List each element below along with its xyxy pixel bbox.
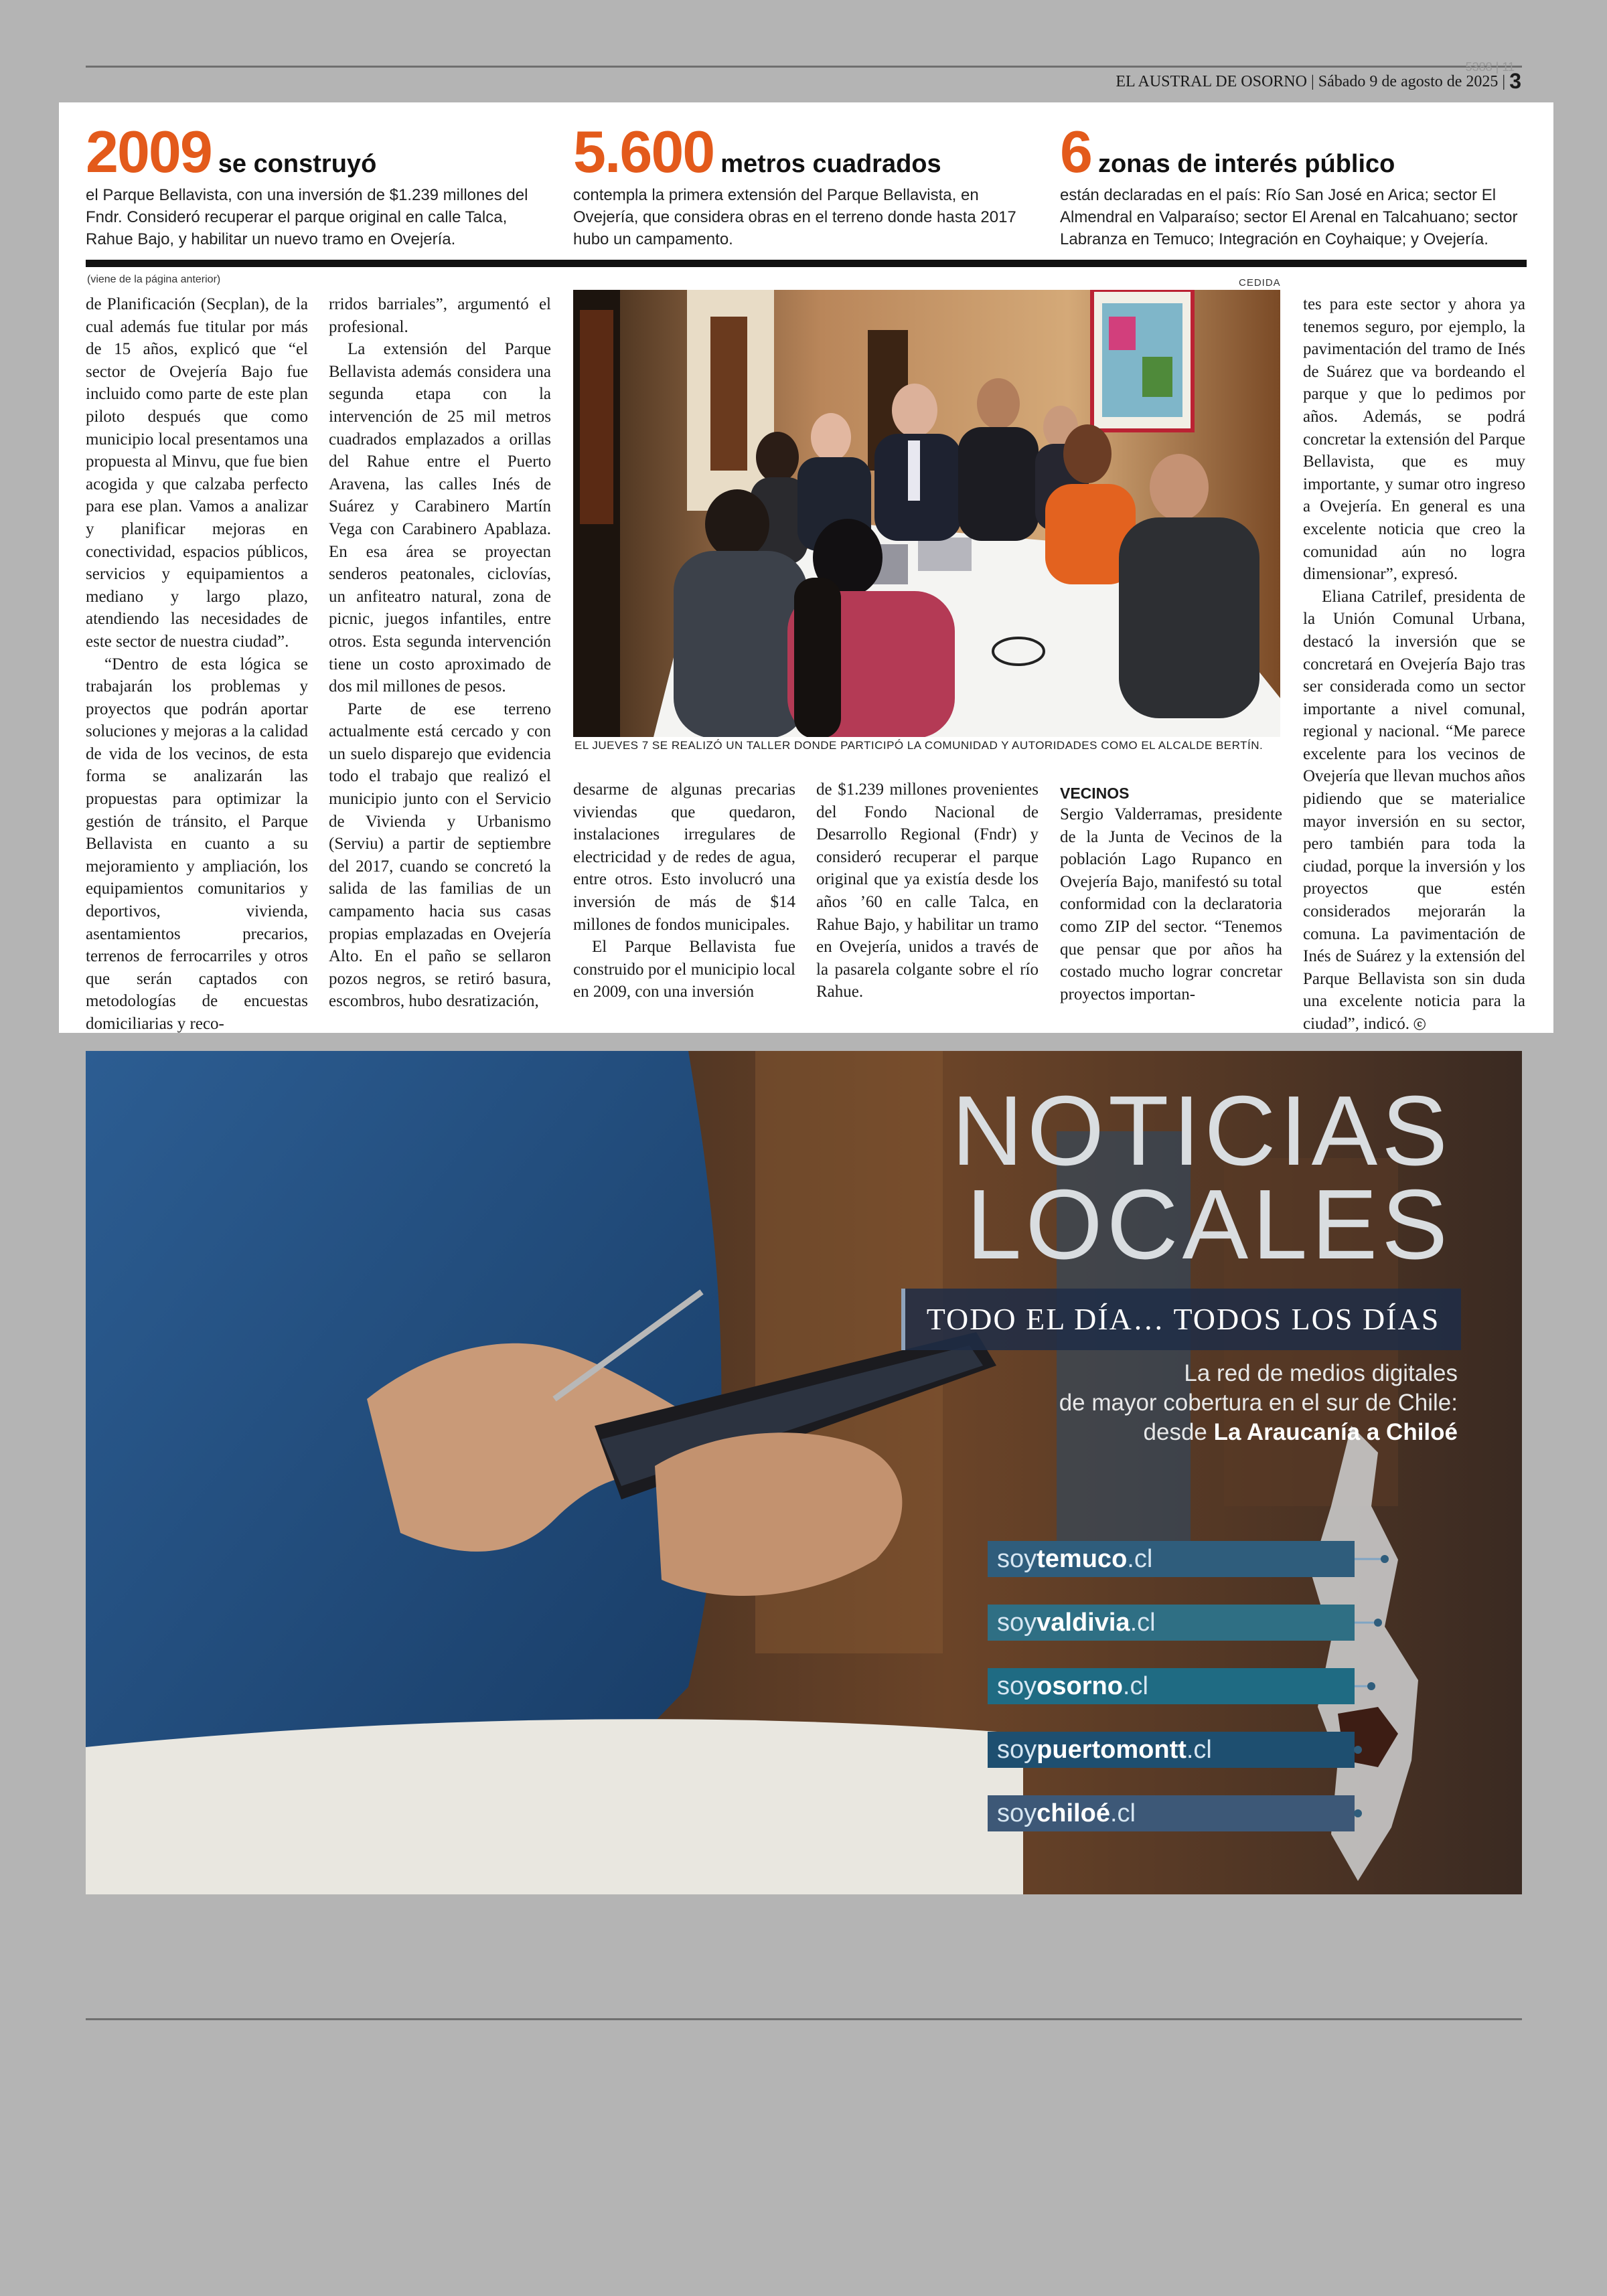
subheading: VECINOS [1060, 785, 1130, 802]
site-link-puertomontt[interactable] [988, 1732, 1355, 1768]
stat-text: el Parque Bellavista, con una inversión de $1.239 millones del Fndr. Consideró recuperar el parque original en calle Talca, Rahue Bajo, y habilitar un nuevo tramo en Ovejería. [86, 186, 528, 248]
ad-title [951, 1076, 1452, 1280]
stat-box-2009 [86, 118, 548, 250]
stat-text: contempla la primera extensión del Parque Bellavista, en Ovejería, que considera obras en el terreno donde hasta 2017 hubo un campamento. [573, 186, 1016, 248]
site-suffix: .cl [1186, 1736, 1212, 1764]
site-name: temuco [1037, 1545, 1128, 1573]
section-divider [86, 260, 1527, 267]
article-page [59, 102, 1553, 1033]
issue-date: Sábado 9 de agosto de 2025 [1318, 73, 1499, 90]
paragraph: rridos barriales”, argumentó el profesional. [329, 295, 551, 336]
article-column-6 [1303, 293, 1525, 1037]
stat-text: están declaradas en el país: Río San José en Arica; sector El Almendral en Valparaíso; sector El Arenal en Talcahuano; sector Labranza en Temuco; Integración en Coyhaique; y Ovejería. [1060, 186, 1518, 248]
ad-desc-text: desde [1143, 1419, 1214, 1445]
paragraph-text: Eliana Catrilef, presidenta de la Unión Comunal Urbana, destacó la inversión que se concretará en Ovejería Bajo tras ser considerada como un sector importante a nivel comunal, regional y nacional. “Me parece excelente para los vecinos de Ovejería que llevan muchos años pidiendo que se materialice mayor inversión en su sector, pero también para toda la ciudad, porque la inversión y los proyectos que estén considerados mejorarán la comuna. La pavimentación de Inés de Suárez y la extensión del Parque Bellavista son sin duda una excelente noticia para la ciudad”, indicó. [1303, 587, 1525, 1033]
article-column-5 [1060, 783, 1282, 1005]
paragraph [1303, 586, 1525, 1037]
paragraph: de Planificación (Secplan), de la cual además fue titular por más de 15 años, explicó que “el sector de Ovejería Bajo fue incluido como parte de este plan piloto después que como municipio local presentamos una propuesta al Minvu, que fue bien acogida y que calzaba perfecto para ese plan. Vamos a analizar y planificar mejoras en conectividad, espacios públicos, servicios y equipamientos a mediano y largo plazo, atendiendo las necesidades de este sector de nuestra ciudad”. [86, 295, 308, 651]
paragraph: El Parque Bellavista fue construido por el municipio local en 2009, con una inversión [573, 938, 795, 1001]
paragraph: desarme de algunas precarias viviendas que quedaron, instalaciones irregulares de electricidad y de redes de agua, entre otros. Esto involucró una inversión de más de $14 millones de fondos municipales. [573, 781, 795, 934]
header-separator: | [1502, 73, 1506, 90]
ad-desc-line: La red de medios digitales [1184, 1360, 1458, 1386]
ad-tagline: TODO EL DÍA… TODOS LOS DÍAS [901, 1289, 1461, 1350]
continued-from: (viene de la página anterior) [87, 274, 221, 285]
paragraph: Sergio Valderramas, presidente de la Junta de Vecinos de la población Lago Rupanco en Ovejería Bajo, manifestó su total conformidad con la declaratoria como ZIP del sector. “Tenemos que pensar que por años ha costado mucho lograr concretar proyectos importan- [1060, 805, 1282, 1003]
bottom-rule [86, 2018, 1522, 2020]
page-number: 3 [1509, 69, 1521, 93]
site-name: osorno [1037, 1672, 1123, 1700]
advertisement-banner [86, 1051, 1522, 1894]
site-prefix: soy [997, 1736, 1037, 1764]
article-column-1 [86, 293, 308, 1036]
site-name: puertomontt [1037, 1736, 1187, 1764]
publication-number: 5388 | 11 [1465, 60, 1515, 74]
site-suffix: .cl [1127, 1545, 1153, 1573]
paragraph: La extensión del Parque Bellavista además considera una segunda etapa con la intervención de 25 mil metros cuadrados emplazados a orillas del Rahue entre el Puerto Aravena, las calles Inés de Suárez y Carabinero Martín Vega con Carabinero Apablaza. En esa área se proyectan senderos peatonales, ciclovías, un anfiteatro natural, zona de picnic, juegos infantiles, entre otros. Esta segunda intervención tiene un costo aproximado de dos mil millones de pesos. [329, 340, 551, 696]
newspaper-name: EL AUSTRAL DE OSORNO [1116, 73, 1307, 90]
site-name: chiloé [1037, 1799, 1110, 1827]
end-mark: ⓒ [1413, 1018, 1426, 1032]
photo-credit: CEDIDA [1239, 277, 1281, 289]
meeting-photo [573, 290, 1280, 737]
stat-label: metros cuadrados [720, 150, 941, 178]
site-link-chiloe[interactable] [988, 1795, 1355, 1831]
stat-box-5600 [573, 118, 1035, 250]
article-column-4 [816, 778, 1039, 1003]
article-column-2 [329, 293, 551, 1013]
paragraph: “Dentro de esta lógica se trabajarán los problemas y proyectos que podrán aportar soluciones y mejoras a la calidad de vida de los vecinos, de esta forma se analizarán las propuestas para optimizar la gestión de tránsito, el Parque Bellavista en cuanto a su mejoramiento y ampliación, los equipamientos comunitarios y deportivos, vivienda, asentamientos precarios, terrenos de ferrocarriles y otros que serán captados con metodologías de encuestas domiciliarias y reco- [86, 655, 308, 1033]
paragraph: Parte de ese terreno actualmente está cercado y con un suelo disparejo que evidencia todo el trabajo que realizó el municipio junto con el Servicio de Vivienda y Urbanismo (Serviu) a partir de septiembre del 2017, cuando se concretó la salida de las familias de un campamento hacia sus casas propias emplazadas en Ovejería Alto. En el paño se sellaron pozos negros, se retiró basura, escombros, hubo desratización, [329, 700, 551, 1011]
paragraph: tes para este sector y ahora ya tenemos seguro, por ejemplo, la pavimentación del tramo de Inés de Suárez que va bordeando el parque y que lo pedimos por años. Además, se podrá concretar la extensión del Parque Bellavista, que es muy importante, y sumar otro ingreso a Ovejería. En general es una excelente noticia que creo la comunidad aún no logra dimensionar”, expresó. [1303, 295, 1525, 584]
ad-desc-regions: La Araucanía a Chiloé [1213, 1419, 1458, 1445]
site-link-valdivia[interactable] [988, 1605, 1355, 1641]
stat-label: zonas de interés público [1097, 150, 1395, 178]
top-rule [86, 66, 1522, 68]
stat-number: 5.600 [573, 118, 714, 185]
stat-number: 6 [1060, 118, 1091, 185]
stat-box-6 [1060, 118, 1522, 250]
site-prefix: soy [997, 1545, 1037, 1573]
page-header [1116, 60, 1521, 94]
ad-description [1059, 1359, 1458, 1447]
ad-desc-line [1059, 1418, 1458, 1447]
stat-label: se construyó [218, 150, 377, 178]
site-suffix: .cl [1109, 1799, 1136, 1827]
site-link-temuco[interactable] [988, 1541, 1355, 1577]
site-suffix: .cl [1130, 1609, 1156, 1637]
site-name: valdivia [1037, 1609, 1130, 1637]
ad-title-line: NOTICIAS [951, 1076, 1452, 1186]
site-suffix: .cl [1122, 1672, 1148, 1700]
site-prefix: soy [997, 1672, 1037, 1700]
article-column-3 [573, 778, 795, 1003]
stat-number: 2009 [86, 118, 212, 185]
paragraph: de $1.239 millones provenientes del Fondo Nacional de Desarrollo Regional (Fndr) y consideró recuperar el parque original que ya existía desde los años ’60 en calle Talca, en Rahue Bajo, y habilitar un tramo en Ovejería, unidos a través de la pasarela colgante sobre el río Rahue. [816, 781, 1039, 1001]
header-separator: | [1310, 73, 1314, 90]
site-prefix: soy [997, 1799, 1037, 1827]
ad-title-line: LOCALES [966, 1169, 1452, 1280]
site-prefix: soy [997, 1609, 1037, 1637]
site-link-osorno[interactable] [988, 1668, 1355, 1704]
photo-caption: EL JUEVES 7 SE REALIZÓ UN TALLER DONDE PARTICIPÓ LA COMUNIDAD Y AUTORIDADES COMO EL ALCALDE BERTÍN. [575, 739, 1264, 752]
ad-desc-line: de mayor cobertura en el sur de Chile: [1059, 1390, 1458, 1416]
